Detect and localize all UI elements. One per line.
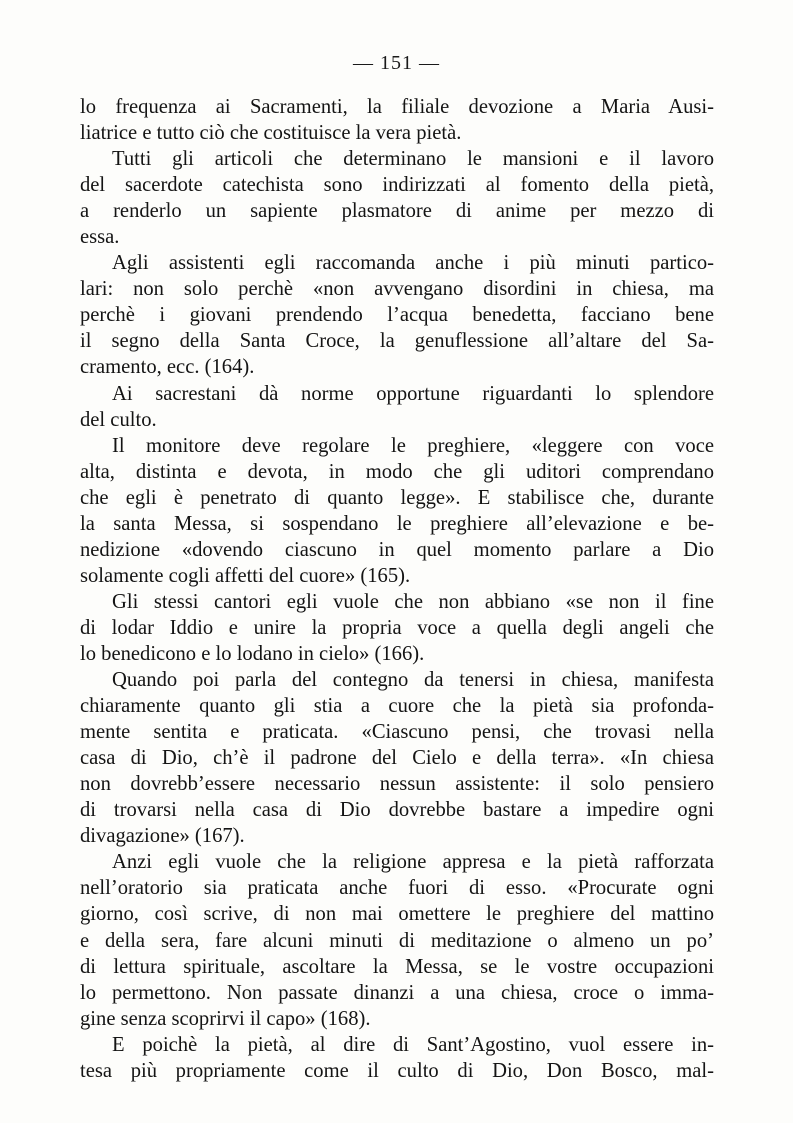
- page-number: — 151 —: [353, 52, 440, 74]
- text-line: liatrice e tutto ciò che costituisce la vera pietà.: [80, 122, 462, 145]
- text-line: lo benedicono e lo lodano in cielo» (166).: [80, 642, 425, 665]
- text-line: nell’oratorio sia praticata anche fuori di esso. «Procurate ogni: [80, 877, 714, 900]
- text-line: cramento, ecc. (164).: [80, 356, 255, 379]
- text-line: di lettura spirituale, ascoltare la Messa, se le vostre occupazioni: [80, 955, 714, 978]
- text-line: lo permettono. Non passate dinanzi a una chiesa, croce o imma-: [80, 981, 714, 1004]
- text-line: alta, distinta e devota, in modo che gli uditori comprendano: [80, 460, 714, 483]
- body-text: [80, 94, 714, 1084]
- text-line: casa di Dio, ch’è il padrone del Cielo e della terra». «In chiesa: [80, 747, 714, 770]
- text-line: di trovarsi nella casa di Dio dovrebbe bastare a impedire ogni: [80, 799, 714, 822]
- text-line: essa.: [80, 226, 120, 249]
- text-line: perchè i giovani prendendo l’acqua benedetta, facciano bene: [80, 304, 714, 327]
- text-line: Il monitore deve regolare le preghiere, «leggere con voce: [112, 434, 714, 457]
- text-line: Tutti gli articoli che determinano le mansioni e il lavoro: [112, 148, 714, 171]
- text-line: chiaramente quanto gli stia a cuore che la pietà sia profonda-: [80, 695, 714, 718]
- text-line: solamente cogli affetti del cuore» (165).: [80, 564, 411, 587]
- text-line: di lodar Iddio e unire la propria voce a quella degli angeli che: [80, 616, 714, 639]
- text-line: gine senza scoprirvi il capo» (168).: [80, 1007, 371, 1030]
- text-line: Quando poi parla del contegno da tenersi in chiesa, manifesta: [112, 669, 714, 692]
- text-line: tesa più propriamente come il culto di Dio, Don Bosco, mal-: [80, 1059, 714, 1082]
- text-line: lo frequenza ai Sacramenti, la filiale devozione a Maria Ausi-: [80, 96, 714, 118]
- text-line: a renderlo un sapiente plasmatore di anime per mezzo di: [80, 200, 714, 223]
- text-line: il segno della Santa Croce, la genuflessione all’altare del Sa-: [80, 330, 714, 353]
- text-line: che egli è penetrato di quanto legge». E stabilisce che, durante: [80, 486, 714, 509]
- text-line: del culto.: [80, 408, 157, 431]
- text-line: e della sera, fare alcuni minuti di meditazione o almeno un po’: [80, 929, 714, 952]
- text-line: non dovrebb’essere necessario nessun assistente: il solo pensiero: [80, 773, 714, 796]
- text-line: Anzi egli vuole che la religione appresa e la pietà rafforzata: [112, 851, 714, 874]
- text-line: Ai sacrestani dà norme opportune riguardanti lo splendore: [112, 382, 714, 405]
- text-line: giorno, così scrive, di non mai omettere le preghiere del mattino: [80, 903, 714, 926]
- text-line: Agli assistenti egli raccomanda anche i più minuti partico-: [112, 252, 714, 275]
- text-line: divagazione» (167).: [80, 825, 245, 848]
- text-line: Gli stessi cantori egli vuole che non abbiano «se non il fine: [112, 590, 714, 613]
- text-line: E poichè la pietà, al dire di Sant’Agostino, vuol essere in-: [112, 1033, 714, 1056]
- text-line: la santa Messa, si sospendano le preghiere all’elevazione e be-: [80, 512, 714, 535]
- text-line: nedizione «dovendo ciascuno in quel momento parlare a Dio: [80, 538, 714, 561]
- text-line: mente sentita e praticata. «Ciascuno pensi, che trovasi nella: [80, 721, 714, 744]
- text-line: lari: non solo perchè «non avvengano disordini in chiesa, ma: [80, 278, 714, 301]
- text-line: del sacerdote catechista sono indirizzati al fomento della pietà,: [80, 174, 714, 197]
